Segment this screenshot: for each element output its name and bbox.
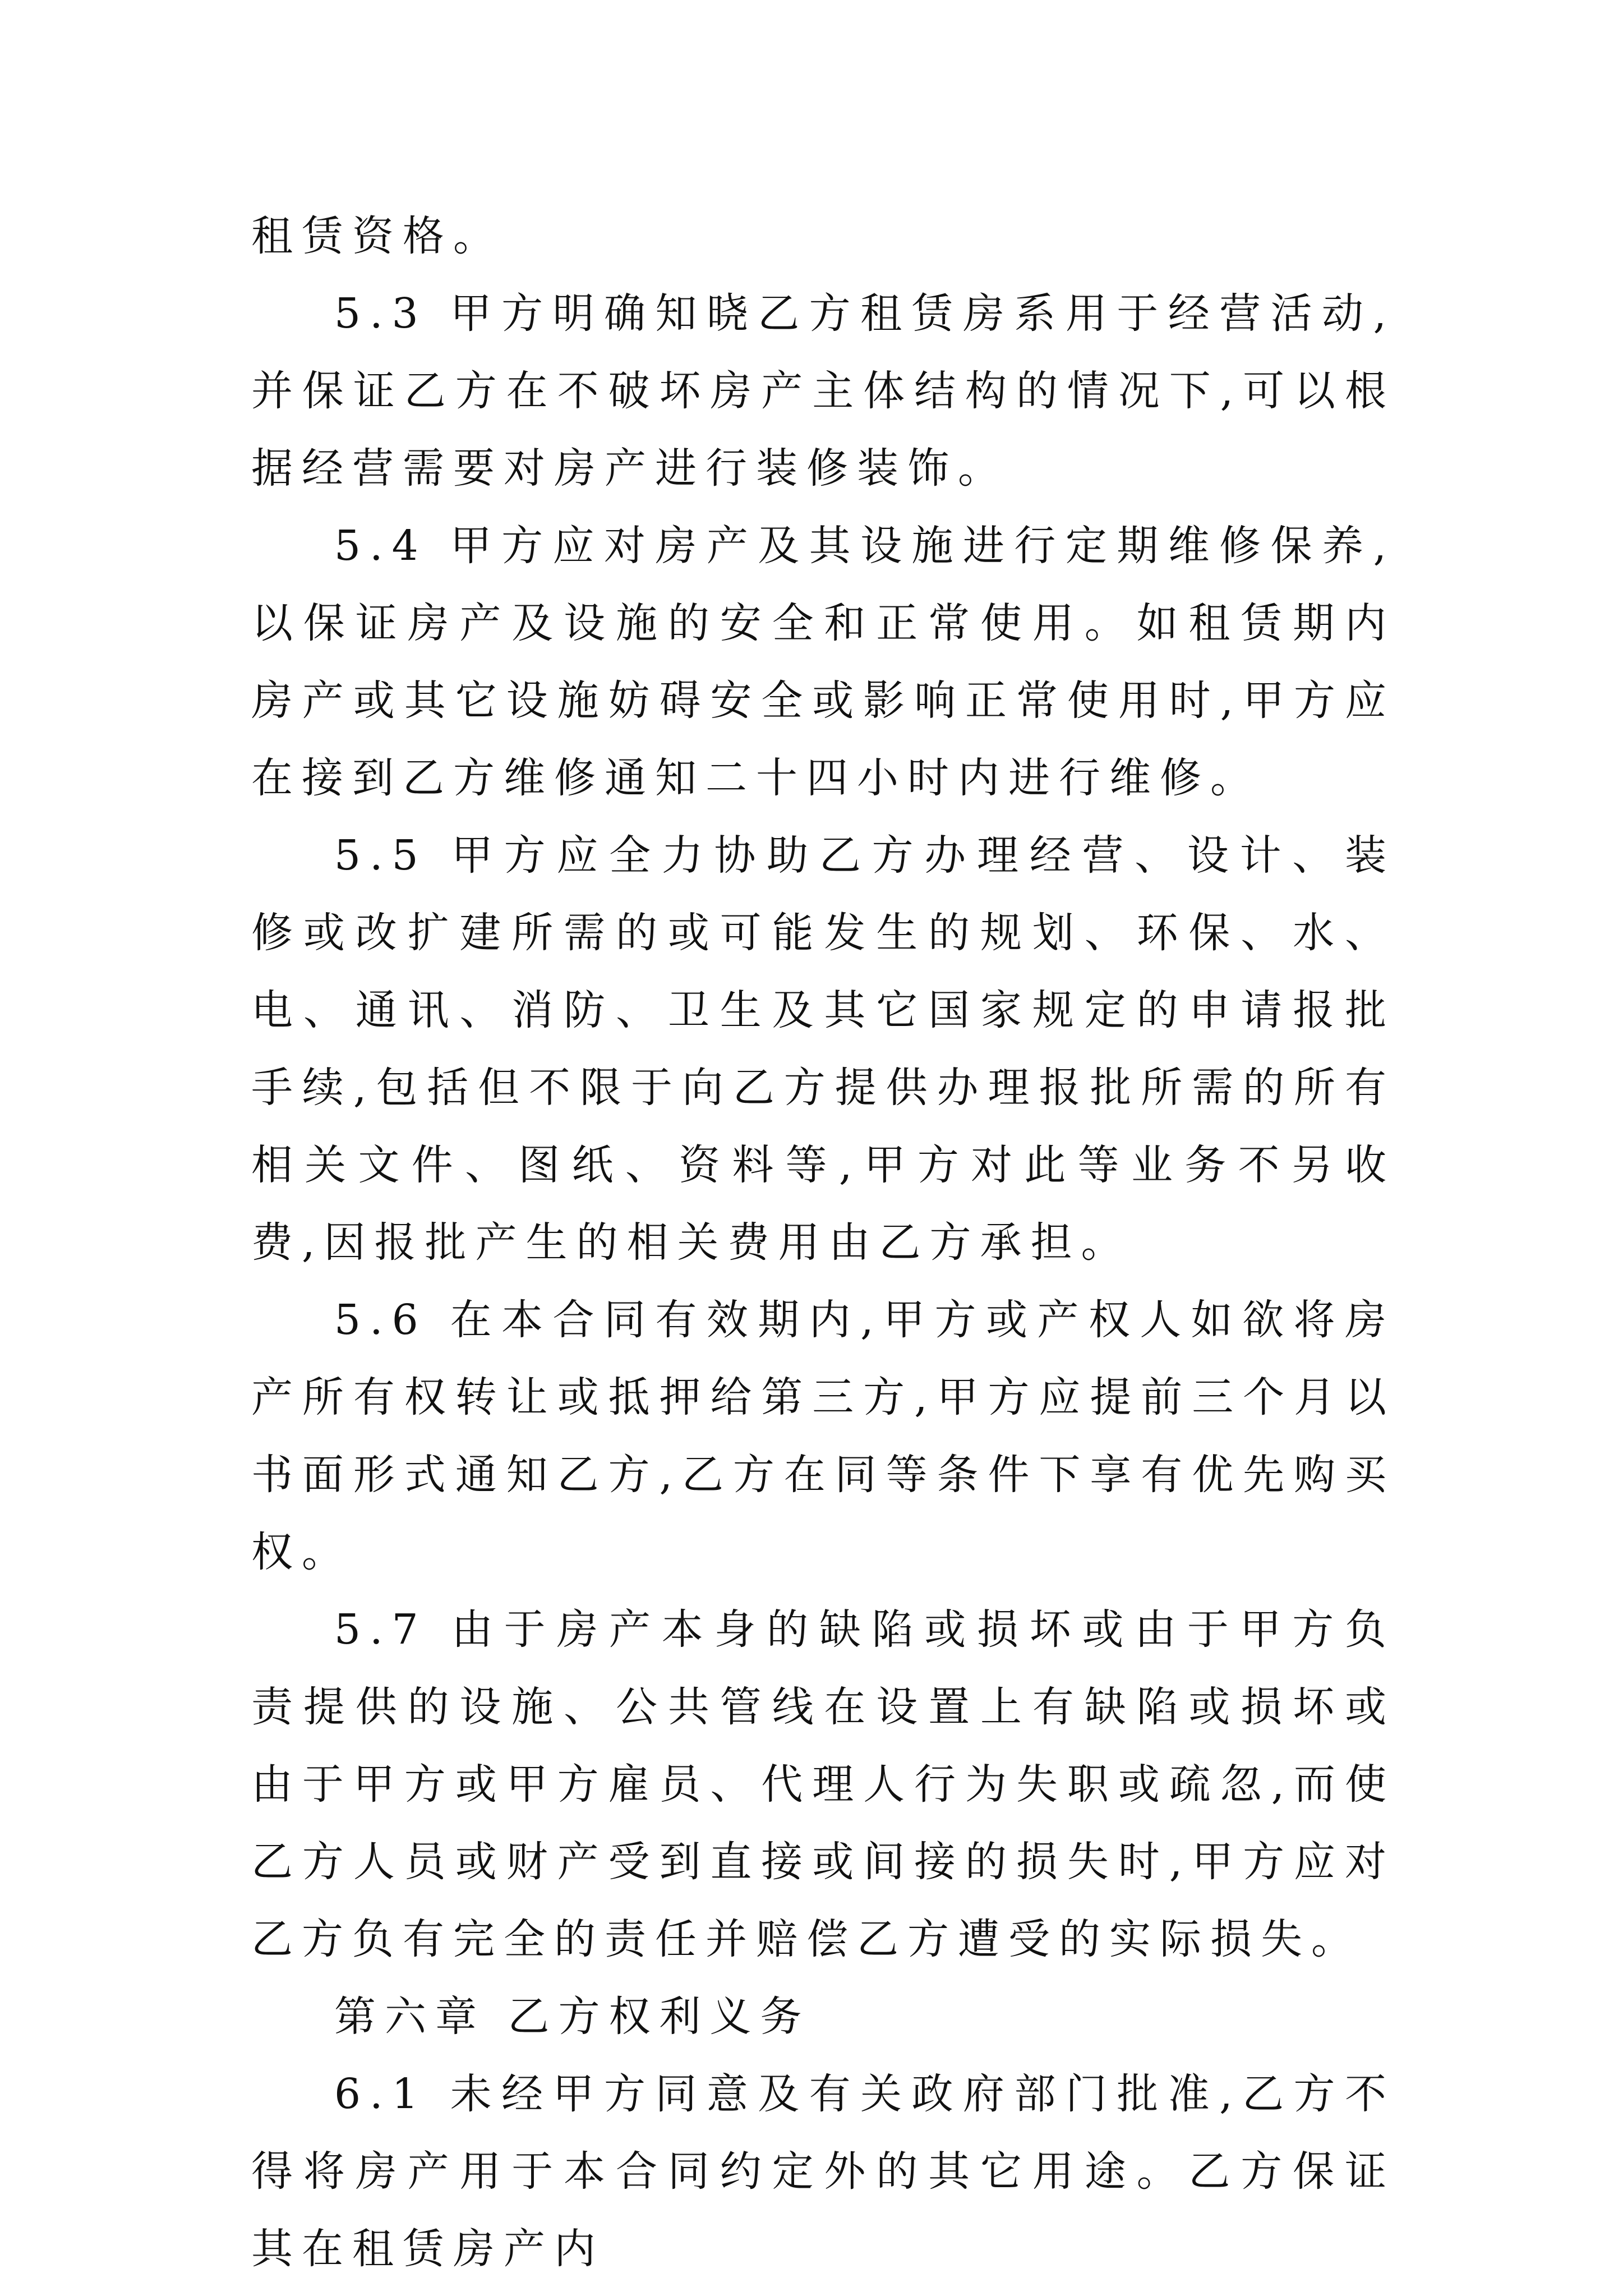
clause-5-4: 5.4 甲方应对房产及其设施进行定期维修保养,以保证房产及设施的安全和正常使用。如租赁期内房产或其它设施妨碍安全或影响正常使用时,甲方应在接到乙方维修通知二十四小时内进行维修。 [251,522,1395,802]
document-body [251,197,1395,2288]
chapter-heading: 第六章 乙方权利义务 [334,1993,811,2041]
clause-5-3: 5.3 甲方明确知晓乙方租赁房系用于经营活动,并保证乙方在不破坏房产主体结构的情况下,可以根据经营需要对房产进行装修装饰。 [251,289,1395,493]
paragraph-continuation: 租赁资格。 [251,212,504,260]
clause-5-7: 5.7 由于房产本身的缺陷或损坏或由于甲方负责提供的设施、公共管线在设置上有缺陷或损坏或由于甲方或甲方雇员、代理人行为失职或疏忽,而使乙方人员或财产受到直接或间接的损失时,甲方应对乙方负有完全的责任并赔偿乙方遭受的实际损失。 [251,1605,1395,1963]
clause-5-5: 5.5 甲方应全力协助乙方办理经营、设计、装修或改扩建所需的或可能发生的规划、环保、水、电、通讯、消防、卫生及其它国家规定的申请报批手续,包括但不限于向乙方提供办理报批所需的所有相关文件、图纸、资料等,甲方对此等业务不另收费,因报批产生的相关费用由乙方承担。 [251,831,1395,1267]
clause-6-1: 6.1 未经甲方同意及有关政府部门批准,乙方不得将房产用于本合同约定外的其它用途。乙方保证其在租赁房产内 [251,2070,1395,2273]
clause-5-6: 5.6 在本合同有效期内,甲方或产权人如欲将房产所有权转让或抵押给第三方,甲方应提前三个月以书面形式通知乙方,乙方在同等条件下享有优先购买权。 [251,1296,1395,1576]
